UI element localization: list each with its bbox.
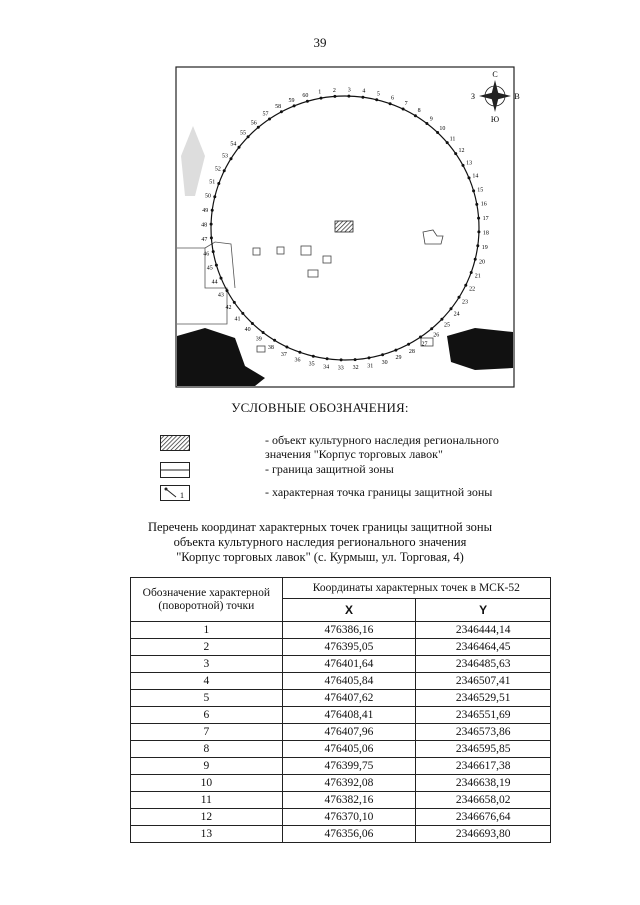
x-coordinate-cell: 476408,41	[282, 707, 416, 724]
boundary-point	[268, 118, 271, 121]
boundary-point	[470, 271, 473, 274]
point-number-cell: 8	[131, 741, 283, 758]
boundary-point	[230, 157, 233, 160]
boundary-point-label: 21	[474, 273, 481, 280]
boundary-point	[257, 126, 260, 129]
boundary-point-label: 7	[404, 101, 408, 108]
boundary-point-label: 31	[367, 363, 374, 370]
boundary-point-label: 13	[466, 160, 473, 167]
legend-item-point	[160, 485, 560, 503]
legend-item-heritage	[160, 433, 560, 463]
boundary-point	[333, 95, 336, 98]
boundary-point-label: 6	[391, 95, 394, 102]
table-row	[131, 673, 551, 690]
boundary-point	[233, 301, 236, 304]
boundary-point-label: 32	[352, 365, 359, 372]
boundary-point	[293, 104, 296, 107]
y-coordinate-cell: 2346595,85	[416, 741, 551, 758]
col-header-point: Обозначение характерной (поворотной) точки	[131, 578, 283, 622]
boundary-point-label: 26	[433, 332, 440, 339]
boundary-point-label: 27	[421, 341, 428, 348]
x-coordinate-cell: 476405,06	[282, 741, 416, 758]
boundary-point	[394, 349, 397, 352]
compass-east: В	[514, 92, 520, 101]
boundary-point	[361, 96, 364, 99]
boundary-point-label: 39	[255, 336, 262, 343]
boundary-point	[425, 122, 428, 125]
x-coordinate-cell: 476392,08	[282, 775, 416, 792]
boundary-point	[347, 95, 350, 98]
boundary-point	[402, 108, 405, 111]
boundary-point	[389, 102, 392, 105]
boundary-point	[217, 182, 220, 185]
boundary-point-label: 25	[444, 322, 450, 329]
table-row	[131, 792, 551, 809]
x-coordinate-cell: 476407,96	[282, 724, 416, 741]
boundary-point	[430, 327, 433, 330]
point-number-cell: 13	[131, 826, 283, 843]
boundary-point-label: 1	[318, 89, 322, 96]
boundary-point-label: 2	[332, 87, 336, 94]
coordinates-caption	[0, 520, 640, 565]
boundary-point-label: 48	[201, 222, 208, 229]
legend-text-point: - характерная точка границы защитной зоны	[265, 485, 493, 499]
y-coordinate-cell: 2346464,45	[416, 639, 551, 656]
y-coordinate-cell: 2346658,02	[416, 792, 551, 809]
boundary-point-label: 43	[217, 292, 224, 299]
compass-north: С	[492, 70, 498, 79]
boundary-point-label: 16	[480, 201, 487, 208]
boundary-point-label: 29	[395, 355, 402, 362]
point-icon	[160, 485, 190, 501]
boundary-point-label: 36	[294, 357, 301, 364]
x-coordinate-cell: 476401,64	[282, 656, 416, 673]
point-number-cell: 5	[131, 690, 283, 707]
boundary-point	[450, 307, 453, 310]
point-number-cell: 11	[131, 792, 283, 809]
boundary-point	[375, 98, 378, 101]
boundary-point-label: 24	[453, 311, 460, 318]
boundary-point-label: 58	[275, 104, 282, 111]
boundary-point	[368, 356, 371, 359]
boundary-point-label: 37	[280, 351, 287, 358]
boundary-point	[210, 223, 213, 226]
y-coordinate-cell: 2346529,51	[416, 690, 551, 707]
boundary-point	[223, 169, 226, 172]
boundary-point-label: 41	[234, 316, 241, 323]
boundary-point	[468, 176, 471, 179]
boundary-point	[414, 114, 417, 117]
coordinates-table	[130, 577, 551, 843]
x-coordinate-cell: 476405,84	[282, 673, 416, 690]
boundary-point-label: 30	[381, 359, 388, 366]
boundary-point	[298, 351, 301, 354]
boundary-point	[354, 358, 357, 361]
point-number-cell: 6	[131, 707, 283, 724]
boundary-point	[212, 250, 215, 253]
boundary-point	[306, 100, 309, 103]
y-coordinate-cell: 2346573,86	[416, 724, 551, 741]
boundary-point	[241, 312, 244, 315]
boundary-point-label: 15	[477, 187, 484, 194]
point-number-cell: 9	[131, 758, 283, 775]
boundary-point-label: 8	[417, 108, 421, 115]
boundary-point	[458, 296, 461, 299]
table-row	[131, 741, 551, 758]
boundary-point	[312, 355, 315, 358]
y-coordinate-cell: 2346676,64	[416, 809, 551, 826]
boundary-point	[340, 358, 343, 361]
x-coordinate-cell: 476395,05	[282, 639, 416, 656]
point-number-cell: 1	[131, 622, 283, 639]
boundary-point	[464, 284, 467, 287]
boundary-point-label: 35	[308, 361, 315, 368]
y-coordinate-cell: 2346444,14	[416, 622, 551, 639]
boundary-point-label: 47	[201, 237, 208, 243]
boundary-icon	[160, 462, 190, 478]
boundary-point-label: 28	[408, 348, 415, 355]
boundary-point-label: 11	[449, 136, 456, 143]
x-coordinate-cell: 476356,06	[282, 826, 416, 843]
point-number-cell: 2	[131, 639, 283, 656]
boundary-point-label: 20	[479, 259, 485, 266]
hatch-icon	[160, 435, 190, 451]
boundary-point	[381, 353, 384, 356]
x-coordinate-cell: 476386,16	[282, 622, 416, 639]
boundary-point-label: 12	[458, 148, 465, 155]
caption-line-3: "Корпус торговых лавок" (с. Курмыш, ул. Торговая, 4)	[176, 550, 464, 564]
boundary-point-label: 55	[240, 130, 246, 137]
y-coordinate-cell: 2346507,41	[416, 673, 551, 690]
x-coordinate-cell: 476382,16	[282, 792, 416, 809]
table-row	[131, 826, 551, 843]
boundary-point-label: 40	[244, 327, 251, 333]
boundary-point	[211, 209, 214, 212]
boundary-point-label: 33	[337, 365, 344, 372]
y-coordinate-cell: 2346551,69	[416, 707, 551, 724]
boundary-point-label: 3	[347, 87, 351, 94]
boundary-point-label: 17	[482, 216, 489, 222]
boundary-point-label: 60	[302, 93, 309, 100]
boundary-point	[477, 217, 480, 220]
boundary-point	[273, 339, 276, 342]
y-coordinate-cell: 2346485,63	[416, 656, 551, 673]
boundary-point	[477, 230, 480, 233]
point-number-cell: 7	[131, 724, 283, 741]
boundary-point-label: 51	[209, 179, 216, 186]
boundary-point-label: 19	[481, 245, 488, 252]
col-header-coords: Координаты характерных точек в МСК-52	[282, 578, 550, 599]
point-number-cell: 12	[131, 809, 283, 826]
boundary-point-label: 10	[439, 126, 446, 132]
table-row	[131, 758, 551, 775]
x-coordinate-cell: 476399,75	[282, 758, 416, 775]
boundary-point-label: 5	[376, 91, 380, 98]
table-row	[131, 690, 551, 707]
compass-south: Ю	[490, 115, 500, 124]
legend-title: УСЛОВНЫЕ ОБОЗНАЧЕНИЯ:	[231, 400, 409, 415]
boundary-point-label: 4	[362, 88, 366, 95]
table-row	[131, 707, 551, 724]
legend-item-boundary	[160, 462, 560, 480]
legend-text-boundary: - граница защитной зоны	[265, 462, 394, 476]
boundary-point-label: 14	[472, 173, 479, 180]
legend-text-heritage: - объект культурного наследия регионального значения "Корпус торговых лавок"	[265, 433, 499, 461]
boundary-point	[472, 189, 475, 192]
boundary-point	[462, 164, 465, 167]
boundary-point-label: 34	[323, 364, 330, 371]
y-coordinate-cell: 2346617,38	[416, 758, 551, 775]
boundary-point	[247, 135, 250, 138]
table-row	[131, 775, 551, 792]
heritage-object	[335, 221, 353, 232]
boundary-point	[226, 289, 229, 292]
x-coordinate-cell: 476407,62	[282, 690, 416, 707]
boundary-point-label: 54	[230, 141, 237, 148]
compass-west: З	[470, 92, 476, 101]
y-coordinate-cell: 2346638,19	[416, 775, 551, 792]
boundary-point	[320, 97, 323, 100]
protection-zone-map	[175, 66, 520, 388]
boundary-point	[238, 146, 241, 149]
boundary-point	[285, 346, 288, 349]
caption-line-2: объекта культурного наследия регионального значения	[173, 535, 467, 549]
col-header-x: X	[282, 599, 416, 622]
col-header-y: Y	[416, 599, 551, 622]
boundary-point-label: 45	[206, 265, 213, 272]
table-row	[131, 656, 551, 673]
boundary-point-label: 44	[211, 279, 218, 286]
boundary-point-label: 9	[429, 116, 433, 123]
boundary-point	[454, 152, 457, 155]
table-row	[131, 724, 551, 741]
boundary-point-label: 23	[462, 299, 468, 306]
boundary-point	[262, 331, 265, 334]
boundary-point	[407, 343, 410, 346]
boundary-point	[474, 258, 477, 261]
boundary-point	[213, 195, 216, 198]
caption-line-1: Перечень координат характерных точек границы защитной зоны	[147, 520, 493, 534]
boundary-point	[280, 110, 283, 113]
table-row	[131, 622, 551, 639]
boundary-point	[419, 336, 422, 339]
x-coordinate-cell: 476370,10	[282, 809, 416, 826]
boundary-point	[476, 244, 479, 247]
boundary-point	[475, 203, 478, 206]
boundary-point	[440, 318, 443, 321]
page-number: 39	[313, 35, 327, 50]
boundary-point-label: 18	[482, 230, 489, 237]
y-coordinate-cell: 2346693,80	[416, 826, 551, 843]
boundary-point-label: 42	[225, 304, 232, 311]
boundary-point-label: 53	[222, 153, 228, 160]
point-number-cell: 4	[131, 673, 283, 690]
boundary-point	[210, 236, 213, 239]
boundary-point-label: 49	[202, 207, 209, 214]
boundary-point-label: 46	[203, 251, 210, 258]
dark-area-right	[447, 328, 513, 370]
table-row	[131, 809, 551, 826]
point-number-cell: 10	[131, 775, 283, 792]
boundary-point	[215, 264, 218, 267]
table-row	[131, 639, 551, 656]
boundary-point-label: 59	[288, 97, 295, 104]
boundary-point	[251, 322, 254, 325]
point-number-cell: 3	[131, 656, 283, 673]
boundary-point	[220, 277, 223, 280]
boundary-point-label: 22	[469, 286, 476, 293]
boundary-point-label: 38	[267, 344, 274, 351]
boundary-point-label: 57	[262, 111, 269, 118]
boundary-point-label: 56	[250, 120, 257, 127]
boundary-point	[446, 141, 449, 144]
boundary-point	[326, 357, 329, 360]
boundary-point-label: 52	[214, 166, 221, 173]
boundary-point-label: 50	[205, 193, 211, 200]
point-icon-label: 1	[180, 491, 184, 500]
